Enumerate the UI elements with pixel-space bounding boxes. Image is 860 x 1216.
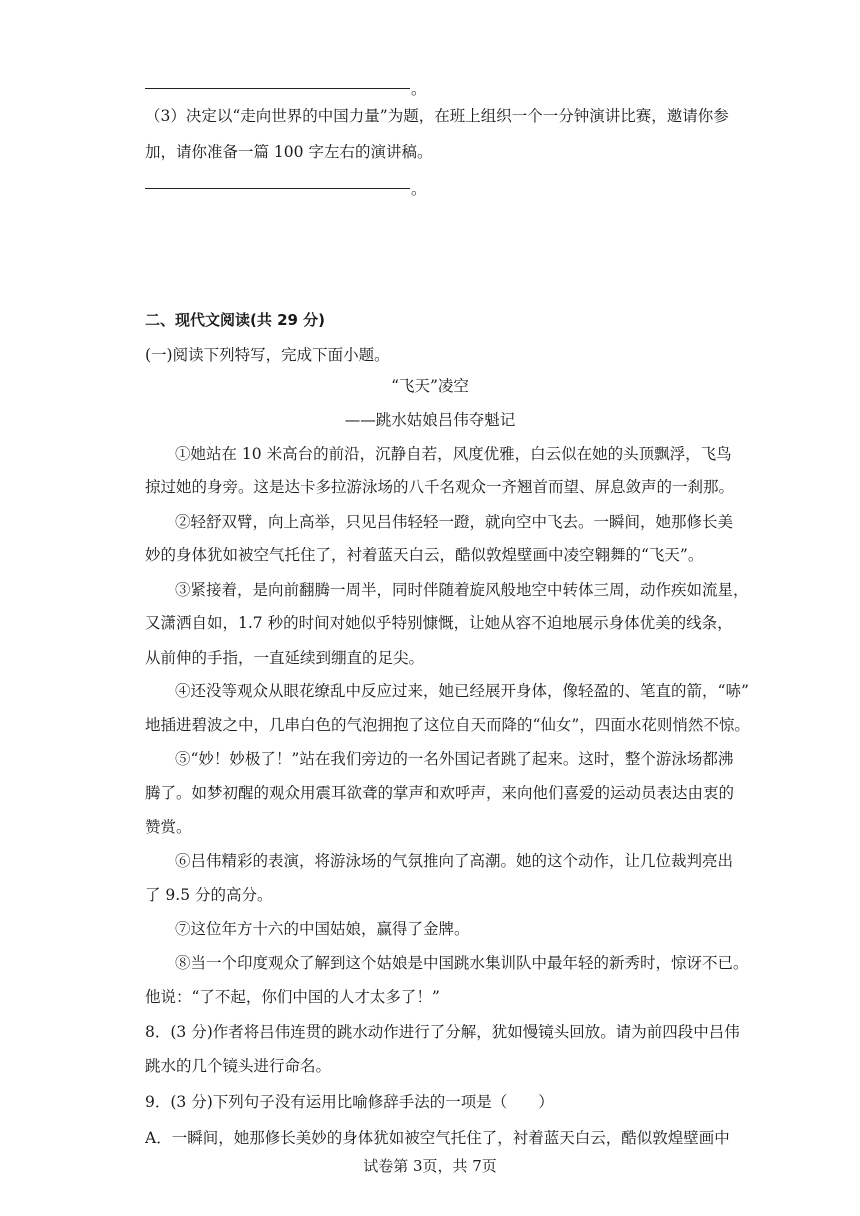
answer-blank-2[interactable] xyxy=(145,188,410,189)
paragraph-6-line-2: 了 9.5 分的高分。 xyxy=(145,886,273,904)
reading-instruction: (一)阅读下列特写，完成下面小题。 xyxy=(145,346,390,364)
blank-2-period: 。 xyxy=(411,180,427,198)
q7-part3-line2: 加，请你准备一篇 100 字左右的演讲稿。 xyxy=(145,143,433,161)
paragraph-7-line-1: ⑦这位年方十六的中国姑娘，赢得了金牌。 xyxy=(175,920,470,938)
paragraph-2-line-1: ②轻舒双臂，向上高举，只见吕伟轻轻一蹬，就向空中飞去。一瞬间，她那修长美 xyxy=(175,513,734,531)
article-title: “飞天”凌空 xyxy=(391,377,469,395)
paragraph-4-line-1 xyxy=(175,681,749,701)
paragraph-5-line-3: 赞赏。 xyxy=(145,818,192,836)
paragraph-8-line-2: 他说：“了不起，你们中国的人才太多了！” xyxy=(145,988,440,1006)
blank-1-period: 。 xyxy=(411,80,427,98)
paragraph-4-text: ④还没等观众从眼花缭乱中反应过来，她已经展开身体，像轻盈的、笔直的箭， xyxy=(175,682,718,700)
paragraph-2-line-2: 妙的身体犹如被空气托住了，衬着蓝天白云，酷似敦煌壁画中凌空翱舞的“飞天”。 xyxy=(145,546,704,564)
q7-part3-line1: （3）决定以“走向世界的中国力量”为题，在班上组织一个一分钟演讲比赛，邀请你参 xyxy=(145,107,729,125)
paragraph-8-line-1: ⑧当一个印度观众了解到这个姑娘是中国跳水集训队中最年轻的新秀时，惊讶不已。 xyxy=(175,954,749,972)
page-footer: 试卷第 3页，共 7页 xyxy=(363,1157,497,1175)
question-8-line-1: 8．(3 分)作者将吕伟连贯的跳水动作进行了分解，犹如慢镜头回放。请为前四段中吕伟 xyxy=(145,1023,740,1041)
question-8-line-2: 跳水的几个镜头进行命名。 xyxy=(145,1057,332,1075)
answer-blank-1[interactable] xyxy=(145,88,410,89)
paragraph-3-line-2: 又潇洒自如，1.7 秒的时间对她似乎特别慷慨，让她从容不迫地展示身体优美的线条， xyxy=(145,614,733,632)
paragraph-5-line-2: 腾了。如梦初醒的观众用震耳欲聋的掌声和欢呼声，来向他们喜爱的运动员表达由衷的 xyxy=(145,784,735,802)
paragraph-6-line-1: ⑥吕伟精彩的表演，将游泳场的气氛推向了高潮。她的这个动作，让几位裁判亮出 xyxy=(175,852,734,870)
question-9-option-a: A．一瞬间，她那修长美妙的身体犹如被空气托住了，衬着蓝天白云，酷似敦煌壁画中 xyxy=(145,1129,730,1147)
paragraph-4-line-2: 地插进碧波之中，几串白色的气泡拥抱了这位自天而降的“仙女”，四面水花则悄然不惊。 xyxy=(145,716,750,734)
paragraph-5-line-1: ⑤“妙！妙极了！”站在我们旁边的一名外国记者跳了起来。这时，整个游泳场都沸 xyxy=(175,750,734,768)
paragraph-1-line-1: ①她站在 10 米高台的前沿，沉静自若，风度优雅，白云似在她的头顶飘浮，飞鸟 xyxy=(175,445,732,463)
article-subtitle: ——跳水姑娘吕伟夺魁记 xyxy=(344,411,516,429)
question-9: 9．(3 分)下列句子没有运用比喻修辞手法的一项是（ ） xyxy=(145,1093,554,1111)
paragraph-1-line-2: 掠过她的身旁。这是达卡多拉游泳场的八千名观众一齐翘首而望、屏息敛声的一刹那。 xyxy=(145,478,735,496)
paragraph-4-quote: “哧” xyxy=(717,682,749,700)
section-heading: 二、现代文阅读(共 29 分) xyxy=(145,311,326,329)
paragraph-3-line-3: 从前伸的手指，一直延续到绷直的足尖。 xyxy=(145,649,425,667)
paragraph-3-line-1: ③紧接着，是向前翻腾一周半，同时伴随着旋风般地空中转体三周，动作疾如流星， xyxy=(175,581,749,599)
